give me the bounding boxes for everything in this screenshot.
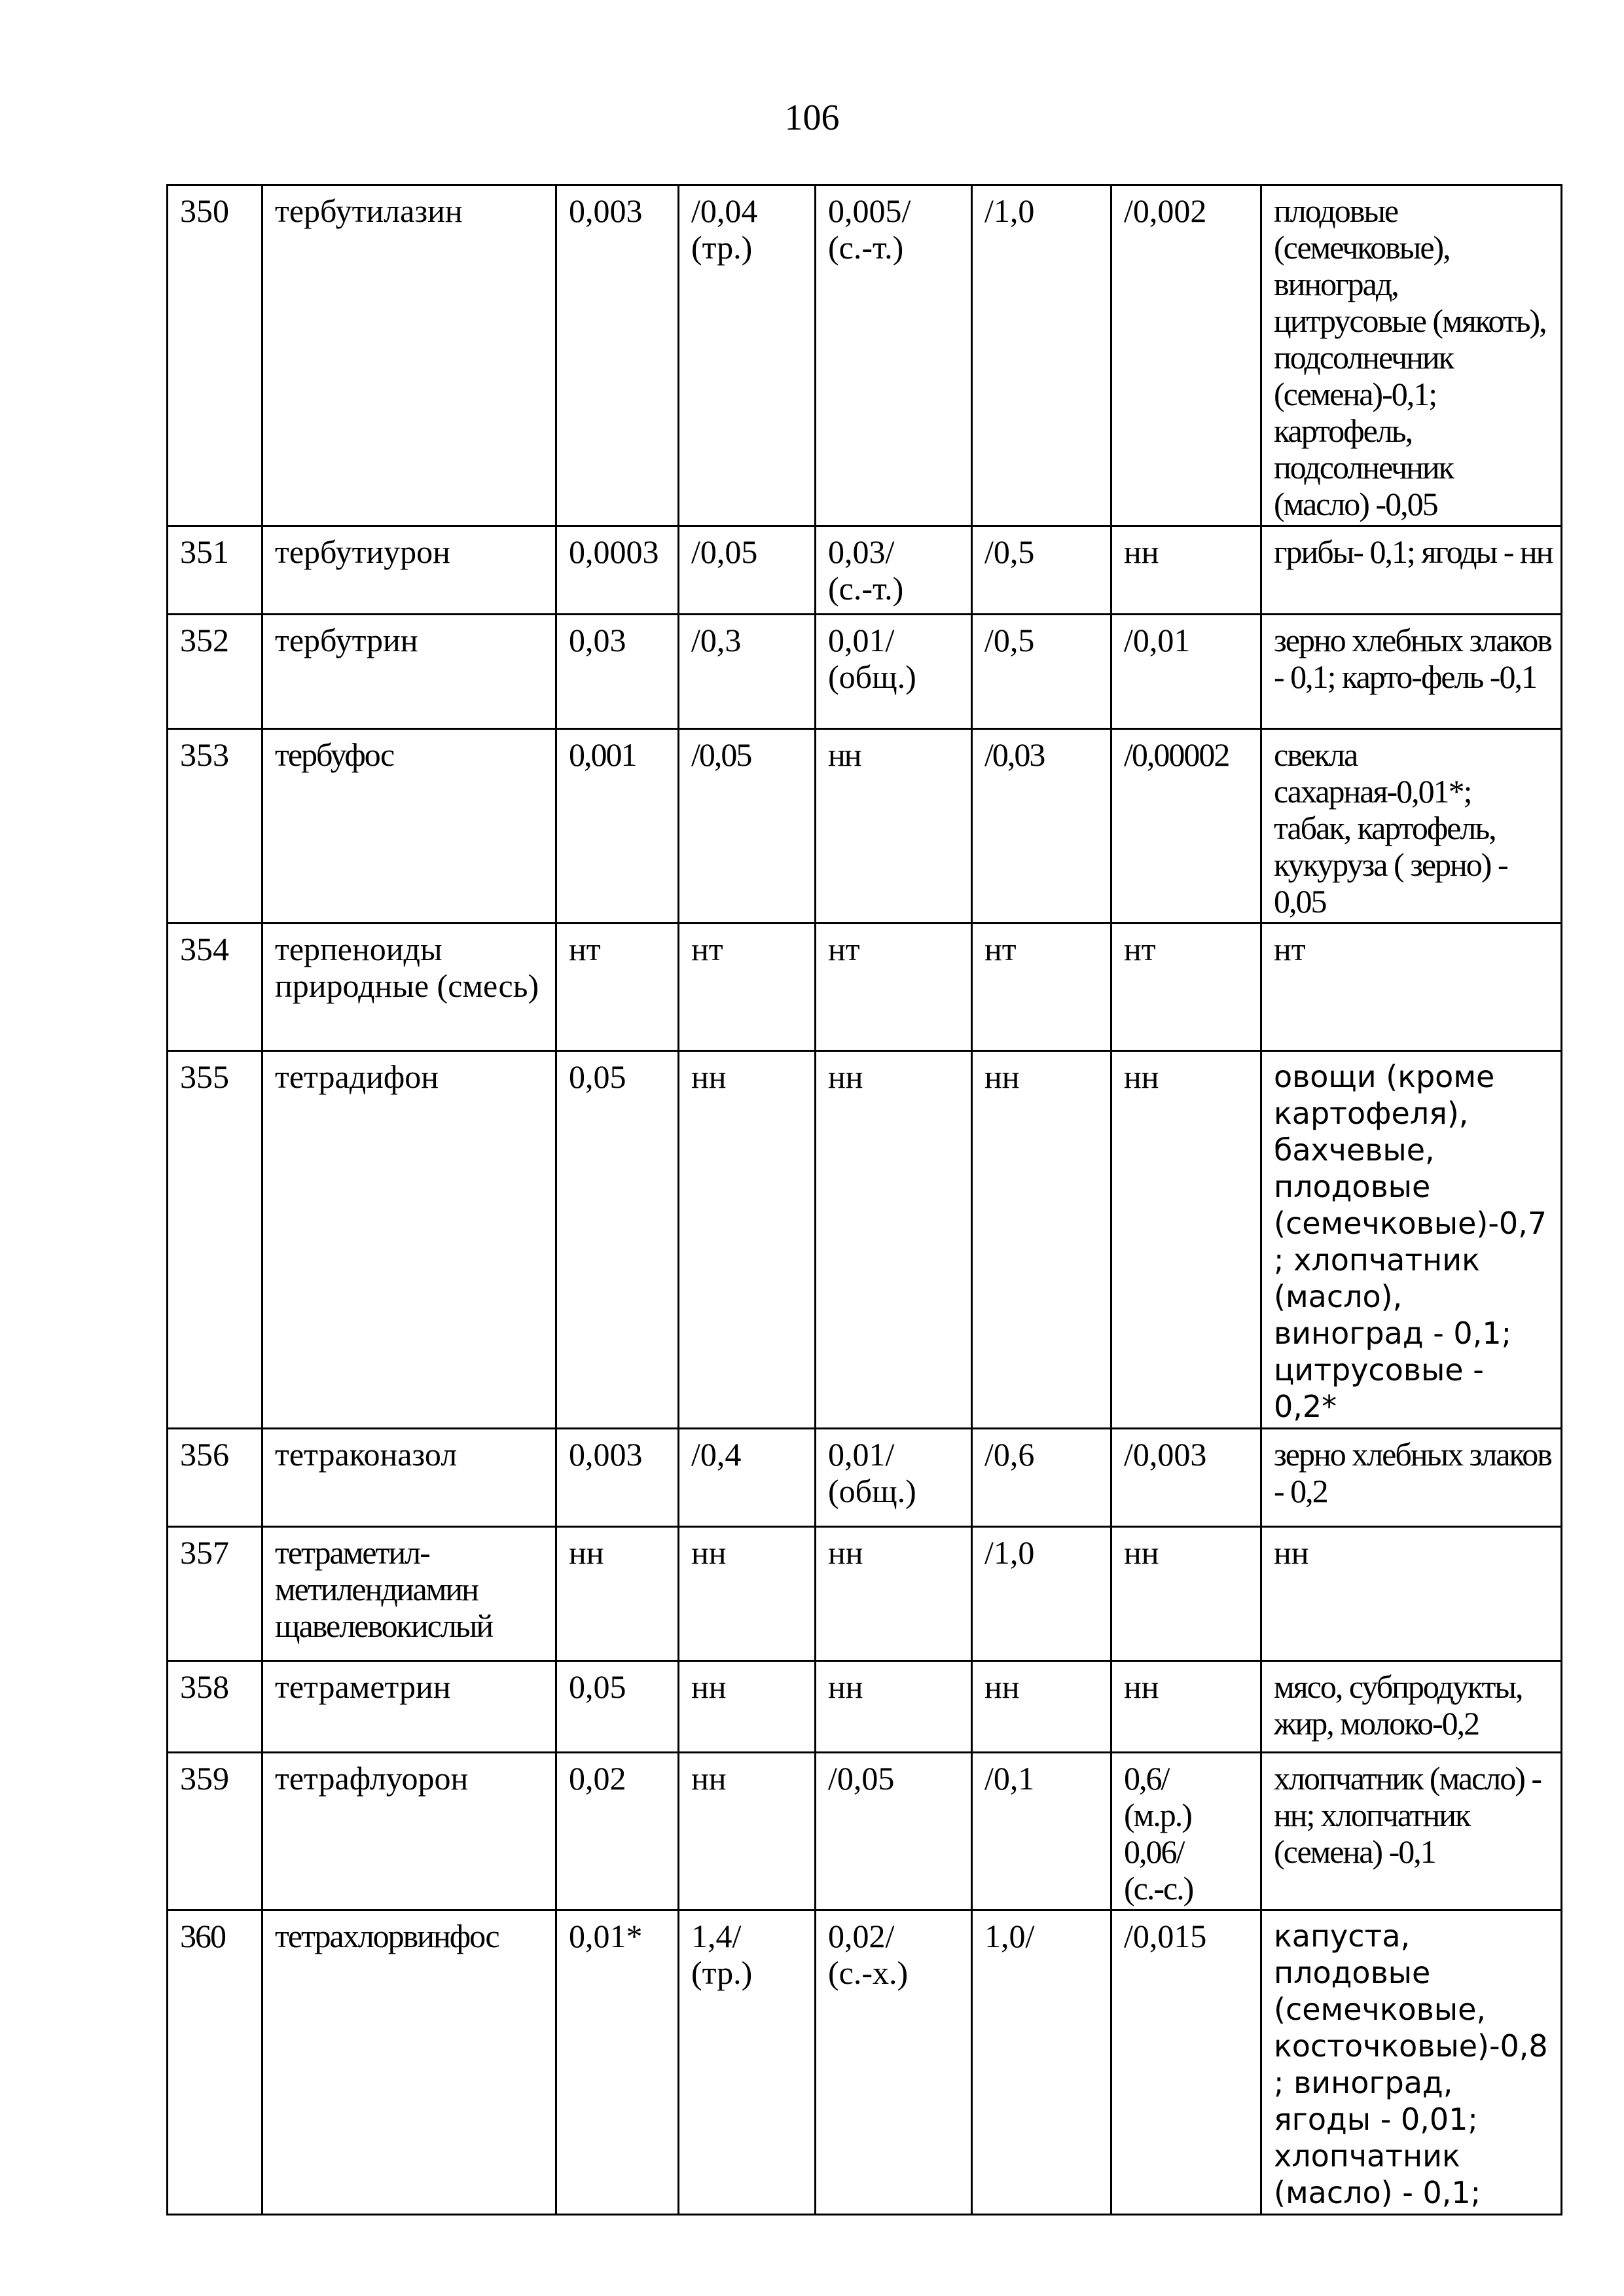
row-number: 351 — [168, 526, 262, 615]
row-number: 350 — [168, 185, 262, 526]
table-row — [168, 526, 1562, 615]
residue-notes: нт — [1261, 924, 1562, 1051]
value-cell: нн — [816, 1051, 972, 1429]
value-cell: 0,02 — [556, 1753, 679, 1910]
value-cell: /1,0 — [972, 185, 1111, 526]
value-cell: 0,05 — [556, 1661, 679, 1753]
substance-name: тетраметрин — [262, 1661, 556, 1753]
residue-notes: капуста, плодовые (семечковые, косточковые)-0,8; виноград, ягоды - 0,01; хлопчатник (масло) - 0,1; — [1261, 1910, 1562, 2215]
value-cell: нт — [556, 924, 679, 1051]
value-cell: 0,01/ (общ.) — [816, 1429, 972, 1527]
table-row — [168, 1051, 1562, 1429]
value-cell: 0,01/ (общ.) — [816, 615, 972, 729]
value-cell: 0,02/ (с.-х.) — [816, 1910, 972, 2215]
value-cell: нн — [972, 1661, 1111, 1753]
value-cell: /0,05 — [816, 1753, 972, 1910]
substance-name: терпеноиды природные (смесь) — [262, 924, 556, 1051]
value-cell: 0,6/ (м.р.) 0,06/ (с.-с.) — [1111, 1753, 1261, 1910]
value-cell: нт — [972, 924, 1111, 1051]
substance-name: тетраконазол — [262, 1429, 556, 1527]
substance-name: тербутиурон — [262, 526, 556, 615]
value-cell: нт — [816, 924, 972, 1051]
value-cell: 0,005/ (с.-т.) — [816, 185, 972, 526]
page-number: 106 — [784, 98, 840, 138]
value-cell: /1,0 — [972, 1527, 1111, 1661]
value-cell: 1,0/ — [972, 1910, 1111, 2215]
table-row — [168, 185, 1562, 526]
value-cell: нн — [1111, 526, 1261, 615]
value-cell: /0,01 — [1111, 615, 1261, 729]
table-row — [168, 1910, 1562, 2215]
residue-notes: нн — [1261, 1527, 1562, 1661]
value-cell: 0,001 — [556, 729, 679, 924]
table-row — [168, 1753, 1562, 1910]
substance-name: тетрафлуорон — [262, 1753, 556, 1910]
value-cell: 0,003 — [556, 1429, 679, 1527]
value-cell: 0,03 — [556, 615, 679, 729]
residue-notes: хлопчатник (масло) - нн; хлопчатник (семена) -0,1 — [1261, 1753, 1562, 1910]
substance-name: тетраметил-метилендиамин щавелевокислый — [262, 1527, 556, 1661]
value-cell: 0,05 — [556, 1051, 679, 1429]
value-cell: 0,0003 — [556, 526, 679, 615]
row-number: 356 — [168, 1429, 262, 1527]
value-cell: нт — [679, 924, 816, 1051]
value-cell: 0,01* — [556, 1910, 679, 2215]
residue-notes: мясо, субпродукты, жир, молоко-0,2 — [1261, 1661, 1562, 1753]
value-cell: нн — [679, 1527, 816, 1661]
value-cell: 0,03/ (с.-т.) — [816, 526, 972, 615]
value-cell: нн — [816, 1661, 972, 1753]
value-cell: нн — [679, 1661, 816, 1753]
row-number: 360 — [168, 1910, 262, 2215]
row-number: 358 — [168, 1661, 262, 1753]
value-cell: /0,4 — [679, 1429, 816, 1527]
substance-name: тербутилазин — [262, 185, 556, 526]
value-cell: нн — [679, 1051, 816, 1429]
substance-name: тербутрин — [262, 615, 556, 729]
row-number: 357 — [168, 1527, 262, 1661]
value-cell: нн — [816, 729, 972, 924]
substance-name: тербуфос — [262, 729, 556, 924]
table-row — [168, 1661, 1562, 1753]
value-cell: нн — [679, 1753, 816, 1910]
value-cell: нн — [1111, 1661, 1261, 1753]
value-cell: 0,003 — [556, 185, 679, 526]
residue-notes: грибы- 0,1; ягоды - нн — [1261, 526, 1562, 615]
value-cell: /0,002 — [1111, 185, 1261, 526]
value-cell: /0,5 — [972, 615, 1111, 729]
row-number: 354 — [168, 924, 262, 1051]
value-cell: нн — [816, 1527, 972, 1661]
table-row — [168, 615, 1562, 729]
residue-notes: свекла сахарная-0,01*; табак, картофель, кукуруза ( зерно) - 0,05 — [1261, 729, 1562, 924]
substance-name: тетрадифон — [262, 1051, 556, 1429]
substance-name: тетрахлорвинфос — [262, 1910, 556, 2215]
value-cell: нн — [1111, 1051, 1261, 1429]
row-number: 353 — [168, 729, 262, 924]
substance-table — [166, 184, 1562, 2215]
value-cell: /0,03 — [972, 729, 1111, 924]
value-cell: /0,5 — [972, 526, 1111, 615]
table-row — [168, 729, 1562, 924]
table-row — [168, 1429, 1562, 1527]
value-cell: /0,1 — [972, 1753, 1111, 1910]
row-number: 352 — [168, 615, 262, 729]
residue-notes: овощи (кроме картофеля), бахчевые, плодовые (семечковые)-0,7; хлопчатник (масло), виноград - 0,1; цитрусовые - 0,2* — [1261, 1051, 1562, 1429]
value-cell: /0,015 — [1111, 1910, 1261, 2215]
row-number: 355 — [168, 1051, 262, 1429]
value-cell: /0,05 — [679, 729, 816, 924]
table-row — [168, 1527, 1562, 1661]
value-cell: нт — [1111, 924, 1261, 1051]
value-cell: нн — [972, 1051, 1111, 1429]
residue-notes: плодовые (семечковые), виноград, цитрусовые (мякоть), подсолнечник (семена)-0,1; картофель, подсолнечник (масло) -0,05 — [1261, 185, 1562, 526]
value-cell: /0,05 — [679, 526, 816, 615]
value-cell: 1,4/ (тр.) — [679, 1910, 816, 2215]
value-cell: нн — [1111, 1527, 1261, 1661]
residue-notes: зерно хлебных злаков - 0,2 — [1261, 1429, 1562, 1527]
value-cell: /0,003 — [1111, 1429, 1261, 1527]
value-cell: /0,6 — [972, 1429, 1111, 1527]
residue-notes: зерно хлебных злаков - 0,1; карто-фель -0,1 — [1261, 615, 1562, 729]
table-row — [168, 924, 1562, 1051]
value-cell: /0,00002 — [1111, 729, 1261, 924]
value-cell: нн — [556, 1527, 679, 1661]
value-cell: /0,3 — [679, 615, 816, 729]
value-cell: /0,04 (тр.) — [679, 185, 816, 526]
row-number: 359 — [168, 1753, 262, 1910]
